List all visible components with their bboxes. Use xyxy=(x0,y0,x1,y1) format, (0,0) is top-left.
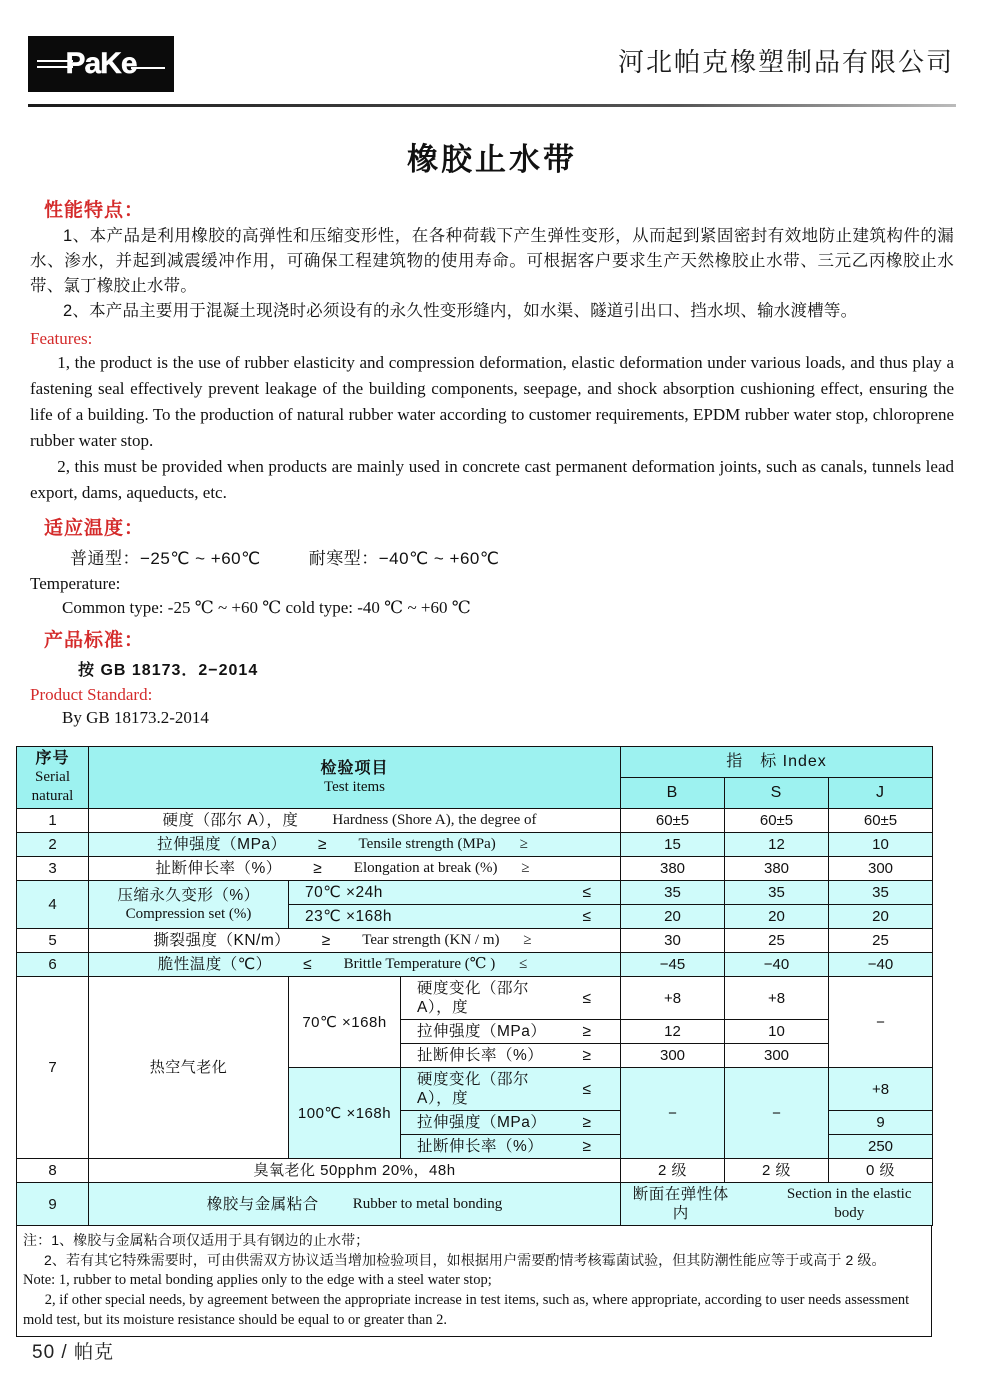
row1-no: 1 xyxy=(17,809,89,833)
row5-sym-en: ≥ xyxy=(523,932,532,948)
row2-en: Tensile strength (MPa) xyxy=(358,836,496,852)
row4-sub1 xyxy=(289,881,621,905)
row9-no: 9 xyxy=(17,1183,89,1226)
row2-item xyxy=(89,833,621,857)
row1-j: 60±5 xyxy=(829,809,933,833)
row7a-line1-label: 硬度变化（邵尔 A），度 xyxy=(417,980,530,1016)
row5-j: 25 xyxy=(829,929,933,953)
th-test-items xyxy=(89,747,621,809)
table-row xyxy=(17,1159,933,1183)
row7a-line3-label: 扯断伸长率（%） xyxy=(417,1047,544,1064)
th-serial-en2: natural xyxy=(31,788,74,804)
row1-cn: 硬度（邵尔 A），度 xyxy=(162,812,299,829)
row7b-line3-j: 250 xyxy=(829,1135,933,1159)
row9-result-en: Section in the elastic body xyxy=(786,1186,912,1221)
standard-heading-en: Product Standard: xyxy=(30,685,153,704)
row7b-line2-j: 9 xyxy=(829,1111,933,1135)
row8-j: 0 级 xyxy=(829,1159,933,1183)
table-row xyxy=(17,881,933,905)
row3-j: 300 xyxy=(829,857,933,881)
row7-cn: 热空气老化 xyxy=(89,977,289,1159)
row6-b: −45 xyxy=(621,953,725,977)
th-col-b xyxy=(621,778,725,809)
row7a-line1 xyxy=(401,977,621,1020)
row3-s: 380 xyxy=(725,857,829,881)
row7a-line3 xyxy=(401,1044,621,1068)
row7b-line3 xyxy=(401,1135,621,1159)
row7b-s: − xyxy=(725,1068,829,1159)
specification-table xyxy=(16,746,933,1226)
row7b-cond: 100℃ ×168h xyxy=(289,1068,401,1159)
pake-logo xyxy=(28,36,174,92)
row3-cn: 扯断伸长率（%） xyxy=(155,860,282,877)
row5-no: 5 xyxy=(17,929,89,953)
temperature-cold-value: −40℃ ~ +60℃ xyxy=(378,549,500,568)
temperature-heading-cn: 适应温度： xyxy=(44,518,145,539)
features-en-paragraph-2: 2, this must be provided when products are mainly used in concrete cast permanent deformation joints, such as canals, tunnels lead export, dams, aqueducts, etc. xyxy=(30,457,954,502)
th-items-cn: 检验项目 xyxy=(320,759,389,777)
row6-sym-cn: ≤ xyxy=(303,956,313,973)
row7b-line3-label: 扯断伸长率（%） xyxy=(417,1138,544,1155)
features-heading-en: Features: xyxy=(30,329,93,348)
row7a-cond: 70℃ ×168h xyxy=(289,977,401,1068)
table-row xyxy=(17,977,933,1020)
row4-sub2-b: 20 xyxy=(621,905,725,929)
row6-sym-en: ≤ xyxy=(519,956,528,972)
row3-en: Elongation at break (%) xyxy=(353,860,498,876)
row4-en: Compression set (%) xyxy=(125,905,252,922)
row7a-line3-b: 300 xyxy=(621,1044,725,1068)
temperature-heading-en: Temperature: xyxy=(30,574,121,593)
row7b-line2 xyxy=(401,1111,621,1135)
row5-cn: 撕裂强度（KN/m） xyxy=(153,932,291,949)
row5-en: Tear strength (KN / m) xyxy=(362,932,500,948)
th-items-en: Test items xyxy=(323,778,386,795)
temperature-cn-line xyxy=(70,544,954,569)
th-col-s xyxy=(725,778,829,809)
standard-heading-cn: 产品标准： xyxy=(44,630,145,651)
row5-item xyxy=(89,929,621,953)
document-body xyxy=(0,195,984,728)
row7a-line3-s: 300 xyxy=(725,1044,829,1068)
row6-j: −40 xyxy=(829,953,933,977)
row3-b: 380 xyxy=(621,857,725,881)
row3-sym-cn: ≥ xyxy=(313,860,323,877)
th-col-s-label: S xyxy=(770,784,783,801)
temperature-en-line: Common type: -25 ℃ ~ +60 ℃ cold type: -40 ℃ ~ +60 ℃ xyxy=(62,598,471,617)
row4-sub2 xyxy=(289,905,621,929)
row7b-line1-op: ≤ xyxy=(582,1080,592,1098)
row6-no: 6 xyxy=(17,953,89,977)
row8-text: 臭氧老化 50pphm 20%，48h xyxy=(89,1159,621,1183)
row7b-line1 xyxy=(401,1068,621,1111)
table-row xyxy=(17,953,933,977)
row4-item xyxy=(89,881,289,929)
th-index xyxy=(621,747,933,778)
features-cn-paragraph-2: 2、本产品主要用于混凝土现浇时必须设有的永久性变形缝内，如水渠、隧道引出口、挡水坝、输水渡槽等。 xyxy=(63,302,858,320)
temperature-common-label: 普通型： xyxy=(70,549,140,568)
row1-b: 60±5 xyxy=(621,809,725,833)
row2-sym-cn: ≥ xyxy=(318,836,328,853)
th-serial-en1: Serial xyxy=(35,769,70,785)
row7b-line2-op: ≥ xyxy=(582,1114,592,1131)
row9-result xyxy=(621,1183,933,1226)
row7-no: 7 xyxy=(17,977,89,1159)
note-cn-1: 注：1、橡胶与金属粘合项仅适用于具有钢边的止水带； xyxy=(23,1232,370,1248)
row4-cn: 压缩永久变形（%） xyxy=(117,886,260,904)
row7b-line1-j: +8 xyxy=(829,1068,933,1111)
table-row xyxy=(17,809,933,833)
row3-item xyxy=(89,857,621,881)
row7b-line2-label: 拉伸强度（MPa） xyxy=(417,1114,547,1131)
standard-cn-line: 按 GB 18173．2−2014 xyxy=(78,662,259,679)
table-row xyxy=(17,1183,933,1226)
table-row xyxy=(17,857,933,881)
row8-s: 2 级 xyxy=(725,1159,829,1183)
page-title: 橡胶止水带 xyxy=(407,142,577,177)
row8-no: 8 xyxy=(17,1159,89,1183)
row7a-line2-label: 拉伸强度（MPa） xyxy=(417,1023,547,1040)
row3-sym-en: ≥ xyxy=(521,860,530,876)
row2-no: 2 xyxy=(17,833,89,857)
header-divider xyxy=(28,104,956,107)
features-heading-cn: 性能特点： xyxy=(44,200,145,221)
row9-en: Rubber to metal bonding xyxy=(352,1195,503,1212)
row2-b: 15 xyxy=(621,833,725,857)
features-en-paragraph-1: 1, the product is the use of rubber elasticity and compression deformation, elastic deformation under various loads, and thus play a fastening seal effectively prevent leakage of the building components, seepage, and shock absorption cushioning effect, ensuring the life of a building. To the production of natural rubber water according to customer requirements, EPDM rubber water stop, chloroprene rubber water stop. xyxy=(30,353,954,450)
th-index-label: 指 标 Index xyxy=(726,753,827,770)
page-footer: 50 / 帕克 xyxy=(32,1342,114,1363)
th-col-j-label: J xyxy=(876,784,885,801)
logo-wordmark: PaKe xyxy=(65,47,137,80)
row4-sub2-s: 20 xyxy=(725,905,829,929)
company-name: 河北帕克橡塑制品有限公司 xyxy=(617,48,954,77)
note-en-2: 2, if other special needs, by agreement between the appropriate increase in test items, such as, where appropriate, according to user needs assessment mold test, but its moisture resistance should be equal to or greater than 2. xyxy=(23,1292,910,1328)
row2-sym-en: ≥ xyxy=(519,836,528,852)
row1-en: Hardness (Shore A), the degree of xyxy=(332,812,537,828)
row7a-line1-s: +8 xyxy=(725,977,829,1020)
row4-sub1-j: 35 xyxy=(829,881,933,905)
row7b-line1-label: 硬度变化（邵尔 A），度 xyxy=(417,1071,530,1107)
note-en-1: Note: 1, rubber to metal bonding applies only to the edge with a steel water stop; xyxy=(23,1272,492,1288)
standard-en-line: By GB 18173.2-2014 xyxy=(62,708,209,727)
row7a-line1-b: +8 xyxy=(621,977,725,1020)
row7a-line3-op: ≥ xyxy=(582,1047,592,1064)
table-row xyxy=(17,833,933,857)
row4-no: 4 xyxy=(17,881,89,929)
row5-sym-cn: ≥ xyxy=(321,932,331,949)
row9-result-cn: 断面在弹性体内 xyxy=(632,1186,729,1222)
row3-no: 3 xyxy=(17,857,89,881)
row8-b: 2 级 xyxy=(621,1159,725,1183)
row6-cn: 脆性温度（℃） xyxy=(157,956,272,973)
page-header xyxy=(0,0,984,112)
row2-j: 10 xyxy=(829,833,933,857)
row7a-line2-op: ≥ xyxy=(582,1023,592,1040)
row7a-line2-b: 12 xyxy=(621,1020,725,1044)
row6-item xyxy=(89,953,621,977)
row5-b: 30 xyxy=(621,929,725,953)
th-serial-cn: 序号 xyxy=(35,750,70,767)
row4-sub1-b: 35 xyxy=(621,881,725,905)
features-cn-paragraph-1: 1、本产品是利用橡胶的高弹性和压缩变形性，在各种荷载下产生弹性变形，从而起到紧固密封有效地防止建筑构件的漏水、渗水，并起到减震缓冲作用，可确保工程建筑物的使用寿命。可根据客户要求生产天然橡胶止水带、三元乙丙橡胶止水带、氯丁橡胶止水带。 xyxy=(30,227,954,295)
row4-sub1-op: ≤ xyxy=(582,884,592,901)
th-col-j xyxy=(829,778,933,809)
temperature-common-value: −25℃ ~ +60℃ xyxy=(140,549,261,568)
row6-s: −40 xyxy=(725,953,829,977)
row7a-line2-s: 10 xyxy=(725,1020,829,1044)
row7a-line2 xyxy=(401,1020,621,1044)
row6-en: Brittle Temperature (℃ ) xyxy=(343,956,496,972)
row1-s: 60±5 xyxy=(725,809,829,833)
th-serial xyxy=(17,747,89,809)
row9-item xyxy=(89,1183,621,1226)
row4-sub2-op: ≤ xyxy=(582,908,592,925)
row9-cn: 橡胶与金属粘合 xyxy=(206,1195,319,1213)
table-notes xyxy=(16,1226,932,1337)
row1-item xyxy=(89,809,621,833)
spec-table-wrapper xyxy=(16,746,968,1337)
row4-sub2-cond: 23℃ ×168h xyxy=(305,908,392,925)
table-header-row-1 xyxy=(17,747,933,778)
row7b-b: − xyxy=(621,1068,725,1159)
row4-sub2-j: 20 xyxy=(829,905,933,929)
temperature-cold-label: 耐寒型： xyxy=(308,549,379,568)
th-col-b-label: B xyxy=(666,784,679,801)
row4-sub1-cond: 70℃ ×24h xyxy=(305,884,383,901)
row2-s: 12 xyxy=(725,833,829,857)
row7a-line1-op: ≤ xyxy=(582,989,592,1007)
row7a-j: − xyxy=(829,977,933,1068)
note-cn-2: 2、若有其它特殊需要时，可由供需双方协议适当增加检验项目，如根据用户需要酌情考核霉菌试验，但其防潮性能应等于或高于 2 级。 xyxy=(44,1252,886,1268)
row2-cn: 拉伸强度（MPa） xyxy=(157,836,287,853)
row5-s: 25 xyxy=(725,929,829,953)
row7b-line3-op: ≥ xyxy=(582,1138,592,1155)
row4-sub1-s: 35 xyxy=(725,881,829,905)
table-row xyxy=(17,929,933,953)
